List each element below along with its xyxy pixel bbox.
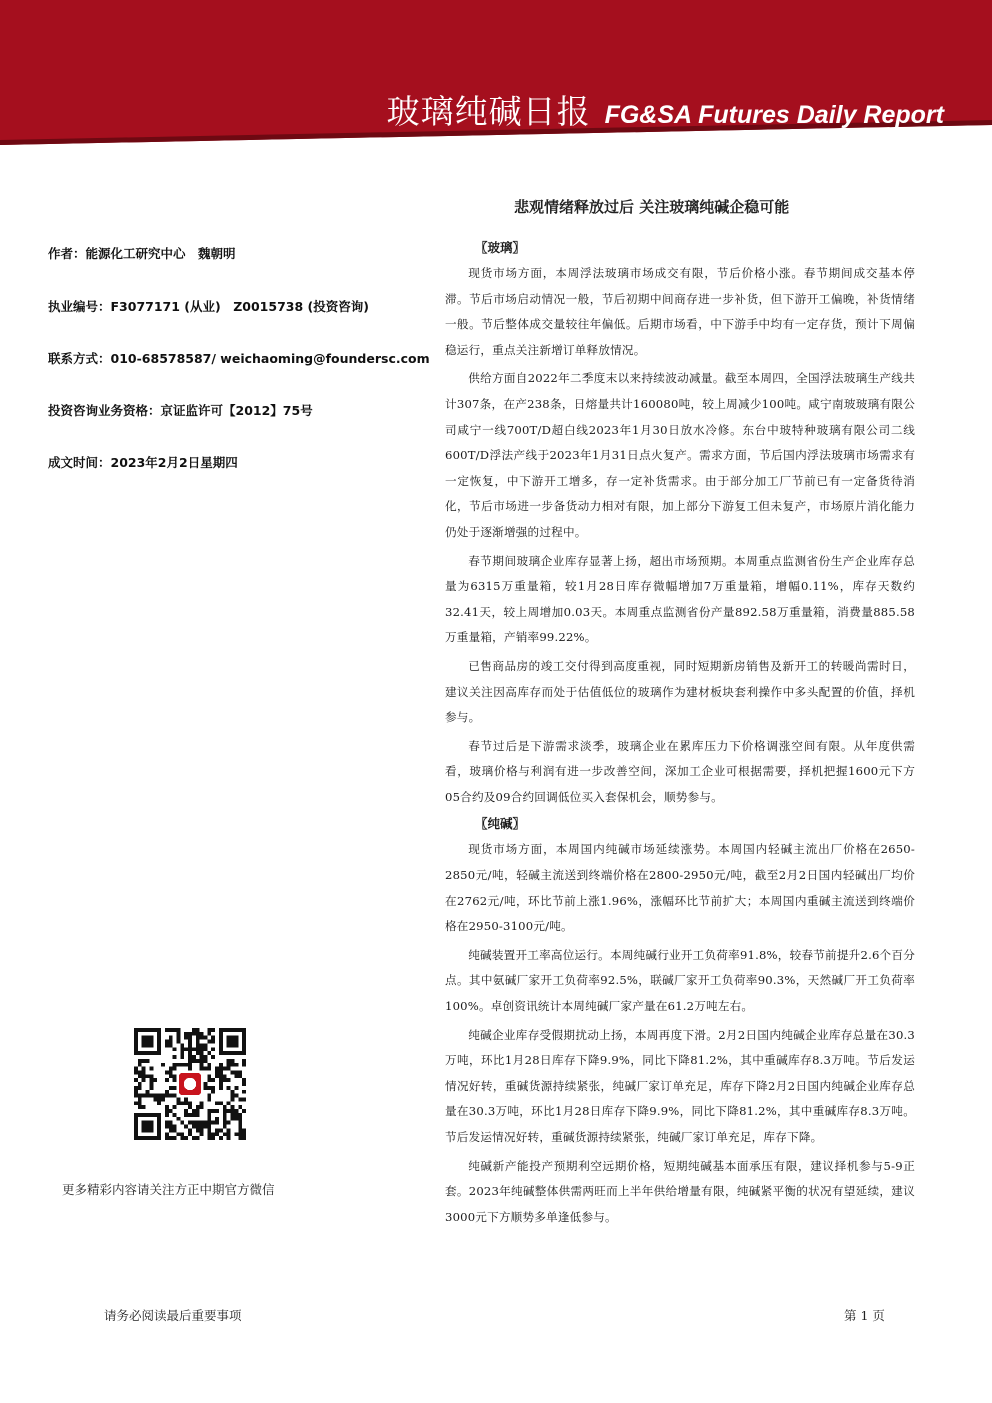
banner-title <box>387 86 944 133</box>
paragraph: 供给方面自2022年二季度末以来持续波动减量。截至本周四，全国浮法玻璃生产线共计307条，在产238条，日熔量共计160080吨，较上周减少100吨。咸宁南玻玻璃有限公司咸宁一线700T/D超白线2023年1月30日放水冷修。东台中玻特种玻璃有限公司二线600T/D浮法产线于2023年1月31日点火复产。需求方面，节后国内浮法玻璃市场需求有一定恢复，中下游开工增多，存一定补货需求。由于部分加工厂节前已有一定备货待消化，节后市场进一步备货动力相对有限，加上部分下游复工但未复产，市场原片消化能力仍处于逐渐增强的过程中。 <box>445 371 915 539</box>
section-glass <box>445 237 915 810</box>
wechat-qr-code <box>134 1028 246 1140</box>
report-title: 悲观情绪释放过后 关注玻璃纯碱企稳可能 <box>514 198 790 216</box>
paragraph: 春节过后是下游需求淡季，玻璃企业在累库压力下价格调涨空间有限。从年度供需看，玻璃价格与利润有进一步改善空间，深加工企业可根据需要，择机把握1600元下方05合约及09合约回调低位买入套保机会，顺势参与。 <box>445 738 915 804</box>
paragraph: 纯碱装置开工率高位运行。本周纯碱行业开工负荷率91.8%，较春节前提升2.6个百分点。其中氨碱厂家开工负荷率92.5%，联碱厂家开工负荷率90.3%，天然碱厂开工负荷率100%。卓创资讯统计本周纯碱厂家产量在61.2万吨左右。 <box>445 947 915 1014</box>
footer-notice: 请务必阅读最后重要事项 <box>104 1308 242 1323</box>
meta-author <box>48 244 236 262</box>
paragraph: 现货市场方面，本周国内纯碱市场延续涨势。本周国内轻碱主流出厂价格在2650-2850元/吨，轻碱主流送到终端价格在2800-2950元/吨，截至2月2日国内轻碱出厂均价在2762元/吨，环比节前上涨1.96%，涨幅环比节前扩大；本周国内重碱主流送到终端价格在2950-3100元/吨。 <box>445 842 915 934</box>
paragraph: 春节期间玻璃企业库存显著上扬，超出市场预期。本周重点监测省份生产企业库存总量为6315万重量箱，较1月28日库存微幅增加7万重量箱，增幅0.11%，库存天数约32.41天，较上周增加0.03天。本周重点监测省份产量892.58万重量箱，消费量885.58万重量箱，产销率99.22%。 <box>445 553 915 645</box>
meta-label: 执业编号： <box>48 299 111 314</box>
paragraph: 现货市场方面，本周浮法玻璃市场成交有限，节后价格小涨。春节期间成交基本停滞。节后市场启动情况一般，节后初期中间商存进一步补货，但下游开工偏晚，补货情绪一般。节后整体成交量较往年偏低。后期市场看，中下游手中均有一定存货，预计下周偏稳运行，重点关注新增订单释放情况。 <box>445 266 915 357</box>
meta-contact <box>48 349 430 367</box>
report-series-title: 玻璃纯碱日报 <box>386 92 591 131</box>
meta-value: F3077171 (从业) Z0015738 (投资咨询) <box>110 299 369 314</box>
meta-qualification <box>48 401 313 419</box>
meta-date <box>48 453 238 471</box>
section-heading: 〖玻璃〗 <box>475 240 526 255</box>
meta-license <box>48 297 369 315</box>
report-body <box>445 237 915 1233</box>
meta-label: 成文时间： <box>48 455 111 470</box>
section-heading: 〖纯碱〗 <box>475 816 526 832</box>
meta-label: 联系方式： <box>48 351 111 366</box>
meta-value: 京证监许可【2012】75号 <box>160 403 313 418</box>
paragraph: 纯碱企业库存受假期扰动上扬，本周再度下滑。2月2日国内纯碱企业库存总量在30.3万吨，环比1月28日库存下降9.9%，同比下降81.2%，其中重碱库存8.3万吨。节后发运情况好转，重碱货源持续紧张，纯碱厂家订单充足，库存下降2月2日国内纯碱企业库存总量在30.3万吨，环比1月28日库存下降9.9%，同比下降81.2%，其中重碱库存8.3万吨。节后发运情况好转，重碱货源持续紧张，纯碱厂家订单充足，库存下降。 <box>445 1027 915 1144</box>
meta-label: 作者： <box>48 246 86 261</box>
section-soda-ash <box>445 813 915 1230</box>
report-series-title-en: FG&SA Futures Daily Report <box>604 101 944 129</box>
meta-value: 能源化工研究中心 魏朝明 <box>85 246 236 261</box>
meta-value[interactable]: 010-68578587/ weichaoming@foundersc.com <box>110 351 430 366</box>
meta-value: 2023年2月2日星期四 <box>110 455 238 470</box>
meta-label: 投资咨询业务资格： <box>48 403 161 418</box>
paragraph: 已售商品房的竣工交付得到高度重视，同时短期新房销售及新开工的转暖尚需时日，建议关注因高库存而处于估值低位的玻璃作为建材板块套利操作中多头配置的价值，择机参与。 <box>445 658 915 725</box>
qr-code-image <box>134 1028 246 1140</box>
page-number: 第 1 页 <box>844 1308 885 1323</box>
qr-caption: 更多精彩内容请关注方正中期官方微信 <box>62 1182 275 1197</box>
paragraph: 纯碱新产能投产预期利空远期价格，短期纯碱基本面承压有限，建议择机参与5-9正套。2023年纯碱整体供需两旺而上半年供给增量有限，纯碱紧平衡的状况有望延续，建议3000元下方顺势多单逢低参与。 <box>445 1158 915 1224</box>
header-banner <box>0 0 992 145</box>
qr-logo <box>176 1070 203 1097</box>
